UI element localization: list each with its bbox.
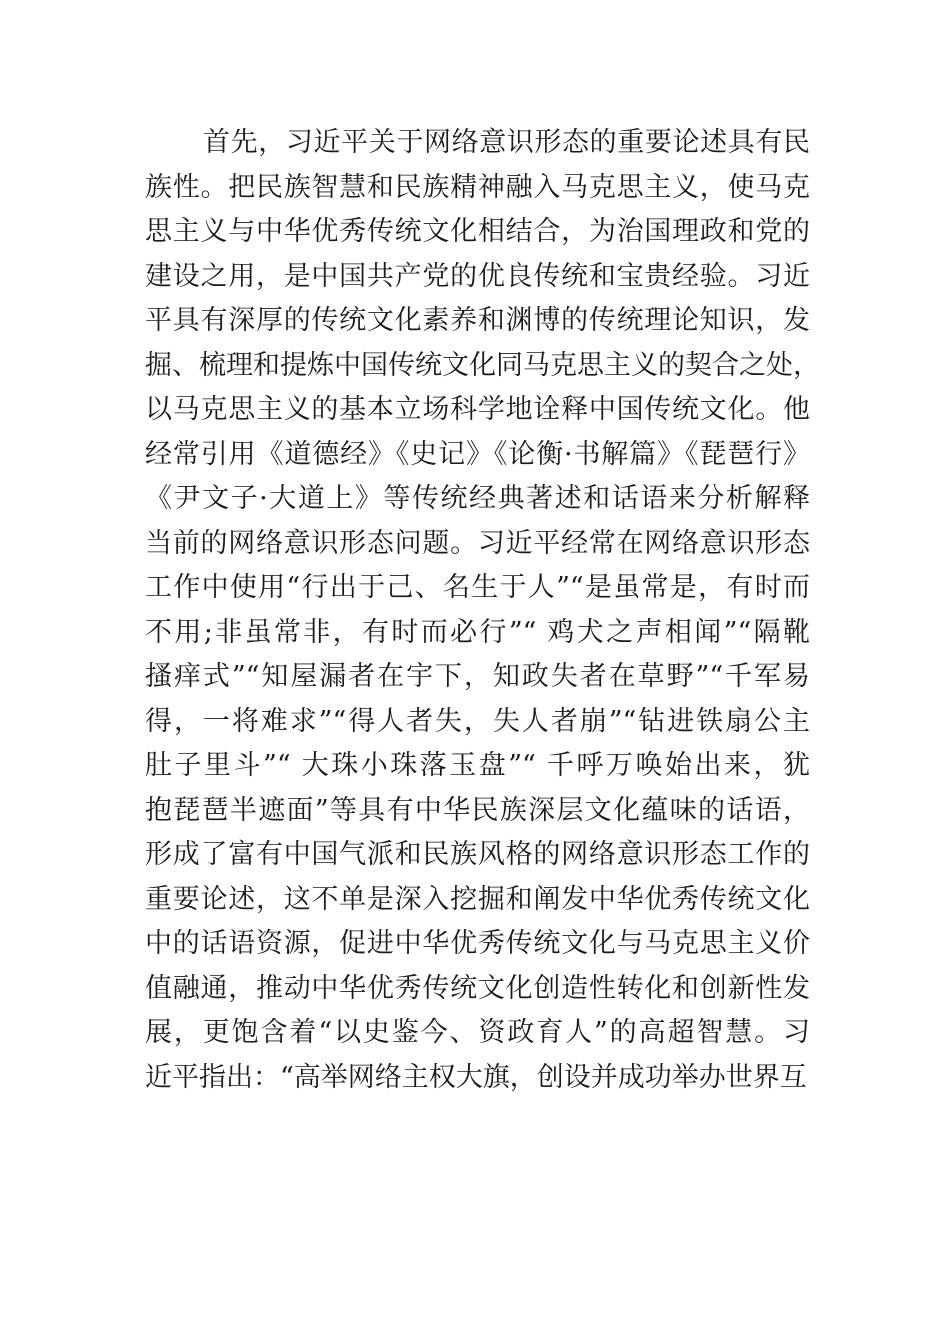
paragraph-line: 展，更饱含着“以史鉴今、资政育人”的高超智慧。习 — [145, 1017, 810, 1048]
paragraph-line: 形成了富有中国气派和民族风格的网络意识形态工作的 — [145, 839, 810, 870]
paragraph-line: 经常引用《道德经》《史记》《论衡·书解篇》《琵琶行》 — [145, 438, 810, 470]
paragraph-line: 值融通，推动中华优秀传统文化创造性转化和创新性发 — [145, 972, 810, 1004]
paragraph-line: 族性。把民族智慧和民族精神融入马克思主义，使马克 — [145, 171, 810, 203]
paragraph-line: 搔痒式”“知屋漏者在宇下，知政失者在草野”“千军易 — [145, 661, 810, 692]
paragraph-line: 近平指出：“高举网络主权大旗，创设并成功举办世界互 — [145, 1061, 807, 1093]
paragraph-line: 重要论述，这不单是深入挖掘和阐发中华优秀传统文化 — [145, 883, 810, 915]
paragraph-line: 当前的网络意识形态问题。习近平经常在网络意识形态 — [145, 527, 810, 559]
paragraph-line: 首先，习近平关于网络意识形态的重要论述具有民 — [203, 127, 810, 158]
paragraph-line: 平具有深厚的传统文化素养和渊博的传统理论知识，发 — [145, 305, 810, 336]
paragraph-line: 肚子里斗”“ 大珠小珠落玉盘”“ 千呼万唤始出来，犹 — [145, 750, 810, 781]
paragraph-line: 掘、梳理和提炼中国传统文化同马克思主义的契合之处， — [145, 349, 820, 381]
paragraph-line: 建设之用，是中国共产党的优良传统和宝贵经验。习近 — [145, 260, 810, 292]
paragraph-line: 工作中使用“行出于己、名生于人”“是虽常是，有时而 — [145, 572, 810, 603]
paragraph-line: 以马克思主义的基本立场科学地诠释中国传统文化。他 — [145, 394, 810, 425]
body-paragraph — [145, 121, 820, 1100]
paragraph-line: 中的话语资源，促进中华优秀传统文化与马克思主义价 — [145, 928, 810, 959]
paragraph-line: 抱琵琶半遮面”等具有中华民族深层文化蕴味的话语， — [145, 794, 810, 826]
paragraph-line: 不用;非虽常非，有时而必行”“ 鸡犬之声相闻”“隔靴 — [145, 616, 810, 648]
paragraph-line: 《尹文子·大道上》等传统经典著述和话语来分析解释 — [145, 483, 810, 514]
paragraph-line: 得，一将难求”“得人者失，失人者崩”“钻进铁扇公主 — [145, 705, 810, 737]
paragraph-line: 思主义与中华优秀传统文化相结合，为治国理政和党的 — [145, 216, 810, 247]
